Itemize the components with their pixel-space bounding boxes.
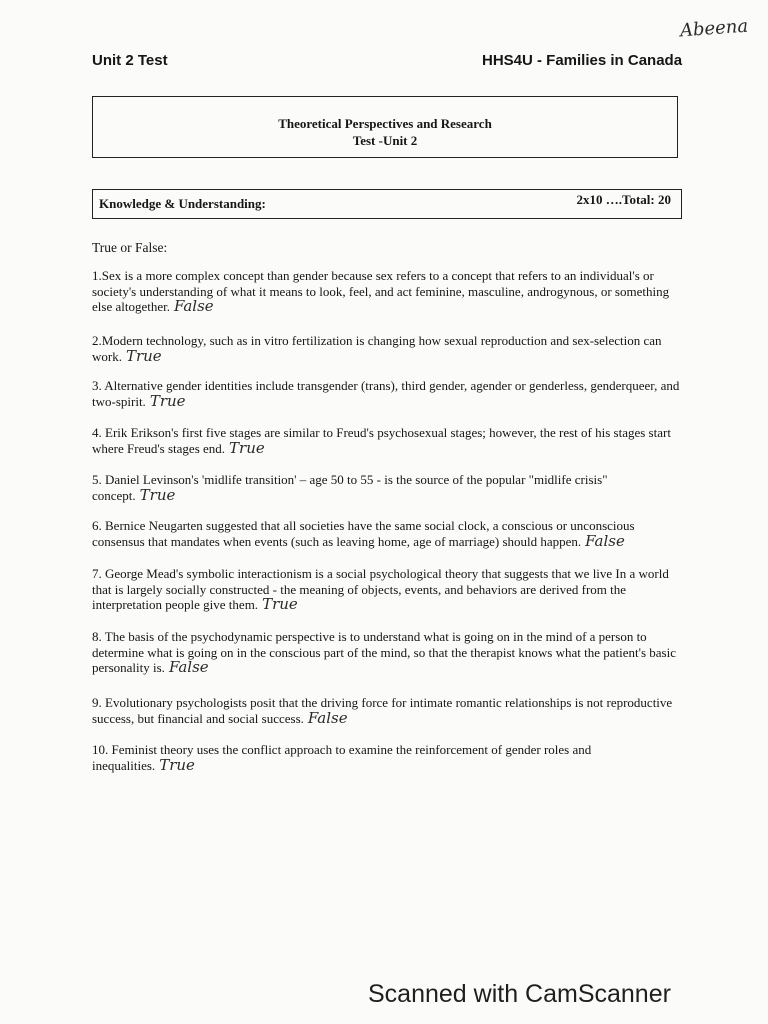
question-text: 7. George Mead's symbolic interactionism is a social psychological theory that suggests that we live In a world that is largely socially constructed - the meaning of objects, events, and behaviors are derived from the interpretation people give them. [92, 566, 669, 612]
handwritten-answer: False [585, 531, 625, 550]
handwritten-answer: False [173, 297, 214, 315]
question-text: 6. Bernice Neugarten suggested that all societies have the same social clock, a conscious or unconscious consensus that mandates when events (such as leaving home, age of marriage) should happen. [92, 518, 635, 549]
handwritten-answer: False [168, 658, 209, 676]
question-text: 3. Alternative gender identities include transgender (trans), third gender, agender or genderless, genderqueer, and two-spirit. [92, 378, 680, 409]
handwritten-answer: True [149, 391, 186, 410]
title-box [92, 96, 678, 158]
question-7 [92, 566, 688, 613]
handwritten-answer: True [125, 346, 162, 365]
question-text: 10. Feminist theory uses the conflict approach to examine the reinforcement of gender roles and inequalities. [92, 742, 592, 773]
question-text: 1.Sex is a more complex concept than gender because sex refers to a concept that refers to an individual's or society's understanding of what it means to look, feel, and act feminine, masculine, androgynous, or something else altogether. [92, 268, 670, 314]
question-9 [92, 695, 688, 726]
section-marks: 2x10 ….Total: 20 [576, 192, 671, 207]
question-6 [92, 518, 688, 549]
question-1 [92, 268, 688, 315]
question-5 [92, 472, 688, 503]
header-course-title: HHS4U - Families in Canada [482, 52, 683, 69]
question-4 [92, 425, 688, 456]
handwritten-answer: False [307, 708, 348, 727]
handwritten-answer: True [139, 485, 176, 504]
question-text: 8. The basis of the psychodynamic perspective is to understand what is going on in the mind of a person to determine what is going on in the conscious part of the mind, so that the therapist knows what the patient's basic personality is. [92, 629, 676, 675]
question-2 [92, 333, 688, 364]
question-text: 5. Daniel Levinson's 'midlife transition' – age 50 to 55 - is the source of the popular "midlife crisis" concept. [92, 472, 608, 503]
handwritten-answer: True [159, 755, 195, 774]
question-8 [92, 629, 688, 676]
question-text: 4. Erik Erikson's first five stages are similar to Freud's psychosexual stages; however, the rest of his stages start where Freud's stages end. [92, 425, 671, 456]
section-label: Knowledge & Understanding: [99, 196, 266, 211]
question-10 [92, 742, 688, 773]
question-text: 9. Evolutionary psychologists posit that the driving force for intimate romantic relationships is not reproductive success, but financial and social success. [92, 695, 673, 726]
title-line-1: Theoretical Perspectives and Research [278, 116, 492, 131]
question-text: 2.Modern technology, such as in vitro fertilization is changing how sexual reproduction and sex-selection can work. [92, 333, 662, 364]
header-unit-title: Unit 2 Test [92, 52, 168, 69]
handwritten-answer: True [262, 595, 298, 613]
section-box [92, 189, 682, 219]
scanner-watermark: Scanned with CamScanner [368, 980, 671, 1008]
handwritten-name: Abeena [679, 15, 749, 42]
handwritten-answer: True [229, 438, 265, 457]
true-false-heading: True or False: [92, 240, 168, 255]
question-3 [92, 378, 688, 409]
title-line-2: Test -Unit 2 [352, 133, 418, 148]
